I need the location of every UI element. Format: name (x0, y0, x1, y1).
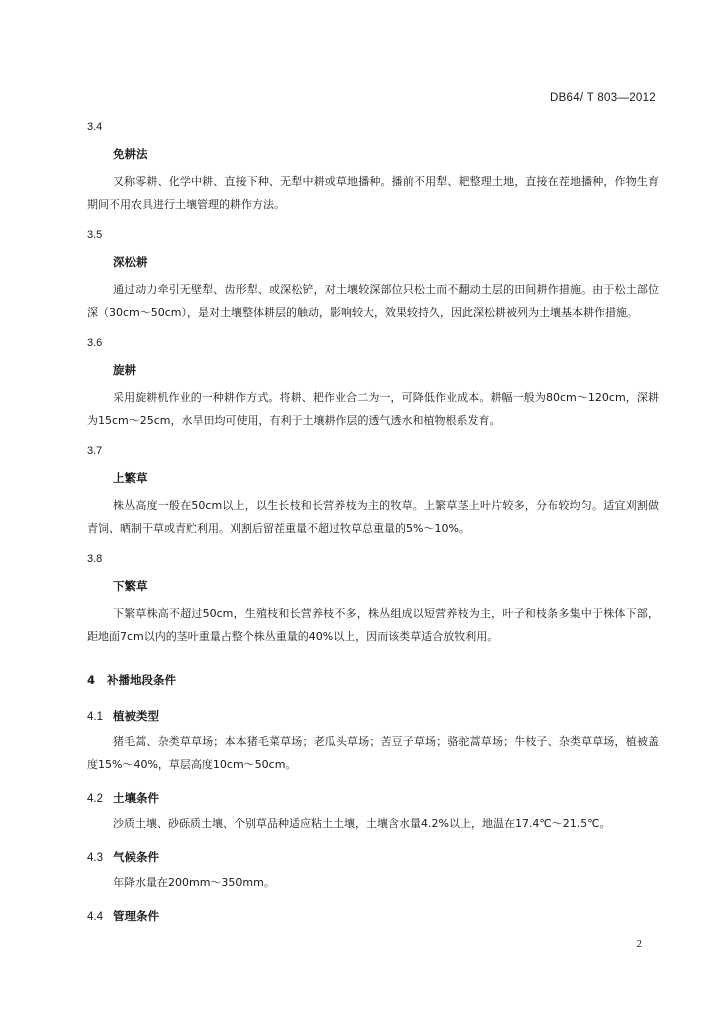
term-number: 3.8 (87, 553, 103, 565)
subsection-title: 土壤条件 (113, 791, 159, 805)
term-definition: 通过动力牵引无壁犁、齿形犁、或深松铲，对土壤较深部位只松土而不翻动土层的田间耕作措施。由于松土部位深（30cm～50cm），是对土壤整体耕层的触动，影响较大，效果较持久，因此深松耕被列为土壤基本耕作措施。 (87, 283, 659, 319)
term-definition: 采用旋耕机作业的一种耕作方式。将耕、耙作业合二为一，可降低作业成本。耕幅一般为80cm～120cm，深耕为15cm～25cm，水旱田均可使用，有利于土壤耕作层的透气透水和植物根系发育。 (87, 391, 659, 427)
chapter-title: 补播地段条件 (107, 673, 176, 687)
term-title: 上繁草 (113, 471, 148, 485)
term-title: 免耕法 (113, 147, 148, 161)
subsection-text: 沙质土壤、砂砾质土壤、个别草品种适应粘土土壤，土壤含水量4.2%以上，地温在17.4℃～21.5℃。 (113, 817, 611, 830)
subsection-number: 4.2 (87, 793, 103, 805)
chapter-number: 4 (87, 673, 96, 687)
subsection-title: 植被类型 (113, 709, 159, 723)
term-number: 3.6 (87, 337, 103, 349)
subsection-title: 气候条件 (113, 850, 159, 864)
chapter-heading (87, 658, 659, 702)
subsection-number: 4.4 (87, 911, 103, 923)
term-number: 3.5 (87, 229, 103, 241)
term-number: 3.4 (87, 121, 103, 133)
page-body (87, 116, 659, 930)
term-definition: 株丛高度一般在50cm以上，以生长枝和长营养枝为主的牧草。上繁草茎上叶片较多，分布较均匀。适宜刈割做青饲、晒制干草或青贮利用。刈割后留茬重量不超过牧草总重量的5%～10%。 (87, 499, 659, 535)
subsection-title: 管理条件 (113, 909, 159, 923)
term-definition: 下繁草株高不超过50cm，生殖枝和长营养枝不多，株丛组成以短营养枝为主，叶子和枝条多集中于株体下部，距地面7cm以内的茎叶重量占整个株丛重量的40%以上，因而该类草适合放牧利用。 (87, 607, 659, 643)
term-title: 深松耕 (113, 255, 148, 269)
term-definition: 又称零耕、化学中耕、直接下种、无犁中耕或草地播种。播前不用犁、耙整理土地，直接在茬地播种，作物生育期间不用农具进行土壤管理的耕作方法。 (87, 175, 659, 211)
subsection-heading (87, 784, 659, 812)
subsection-text: 猪毛蒿、杂类草草场；本本猪毛菜草场；老瓜头草场；苦豆子草场；骆驼蒿草场；牛枝子、杂类草草场，植被盖度15%～40%，草层高度10cm～50cm。 (87, 735, 659, 771)
subsection-text: 年降水量在200mm～350mm。 (113, 876, 275, 889)
subsection-heading (87, 902, 659, 930)
subsection-heading (87, 702, 659, 730)
subsection-number: 4.1 (87, 711, 103, 723)
term-title: 下繁草 (113, 579, 148, 593)
subsection-heading (87, 843, 659, 871)
page-number: 2 (636, 938, 642, 950)
document-code: DB64/ T 803—2012 (549, 92, 656, 104)
term-title: 旋耕 (113, 363, 136, 377)
term-number: 3.7 (87, 445, 103, 457)
subsection-number: 4.3 (87, 852, 103, 864)
